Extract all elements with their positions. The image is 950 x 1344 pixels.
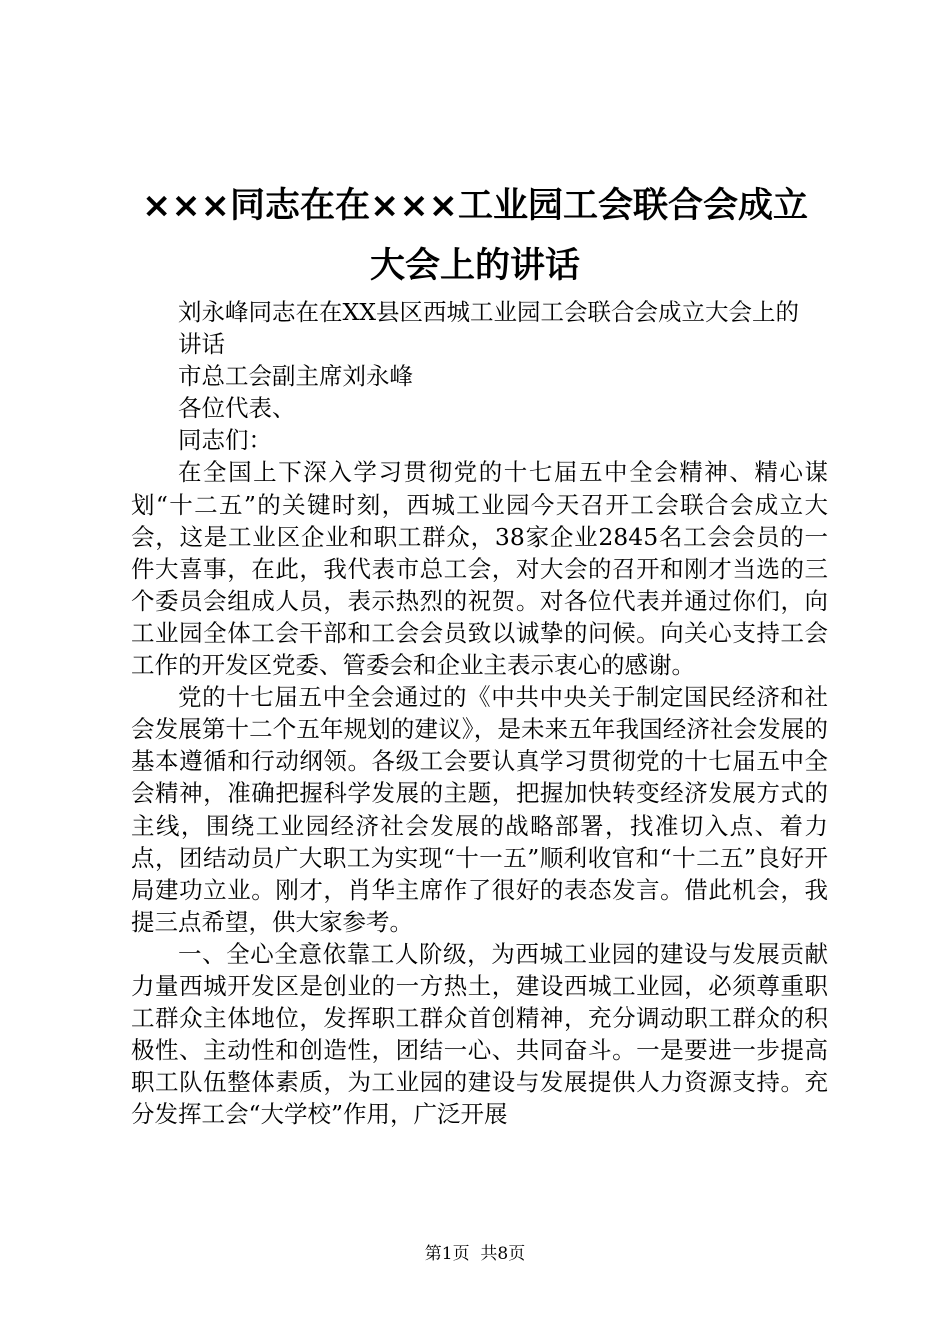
page-number: 第1页 — [424, 1244, 470, 1264]
document-title-line-2: 大会上的讲话 — [369, 246, 580, 286]
paragraph-body: 党的十七届五中全会通过的《中共中央关于制定国民经济和社会发展第十二个五年规划的建议》，是未来五年我国经济社会发展的基本遵循和行动纲领。各级工会要认真学习贯彻党的十七届五中全会精神，准确把握科学发展的主题，把握加快转变经济发展方式的主线，围绕工业园经济社会发展的战略部署，找准切入点、着力点，团结动员广大职工为实现“十一五”顺利收官和“十二五”良好开局建功立业。刚才，肖华主席作了很好的表态发言。借此机会，我提三点希望，供大家参考。 — [131, 683, 828, 936]
page-total: 共8页 — [480, 1244, 526, 1264]
paragraph-salutation-1: 各位代表、 — [178, 394, 296, 423]
document-body — [131, 296, 828, 1130]
paragraph-salutation-2: 同志们： — [178, 426, 272, 455]
document-title-line-1: ×××同志在在×××工业园工会联合会成立 — [142, 186, 808, 226]
paragraph-body: 一、全心全意依靠工人阶级，为西城工业园的建设与发展贡献力量西城开发区是创业的一方热土，建设西城工业园，必须尊重职工群众主体地位，发挥职工群众首创精神，充分调动职工群众的积极性、主动性和创造性，团结一心、共同奋斗。一是要进一步提高职工队伍整体素质，为工业园的建设与发展提供人力资源支持。充分发挥工会“大学校”作用，广泛开展 — [131, 939, 828, 1129]
paragraph-heading: 刘永峰同志在在XX县区西城工业园工会联合会成立大会上的 — [178, 298, 799, 326]
paragraph-speaker: 市总工会副主席刘永峰 — [178, 362, 413, 391]
paragraph-heading-cont: 讲话 — [178, 330, 225, 359]
page-footer — [0, 1242, 950, 1266]
paragraph-body: 在全国上下深入学习贯彻党的十七届五中全会精神、精心谋划“十二五”的关键时刻，西城工业园今天召开工会联合会成立大会，这是工业区企业和职工群众，38家企业2845名工会会员的一件大喜事，在此，我代表市总工会，对大会的召开和刚才当选的三个委员会组成人员，表示热烈的祝贺。对各位代表并通过你们，向工业园全体工会干部和工会会员致以诚挚的问候。向关心支持工会工作的开发区党委、管委会和企业主表示衷心的感谢。 — [131, 458, 828, 680]
